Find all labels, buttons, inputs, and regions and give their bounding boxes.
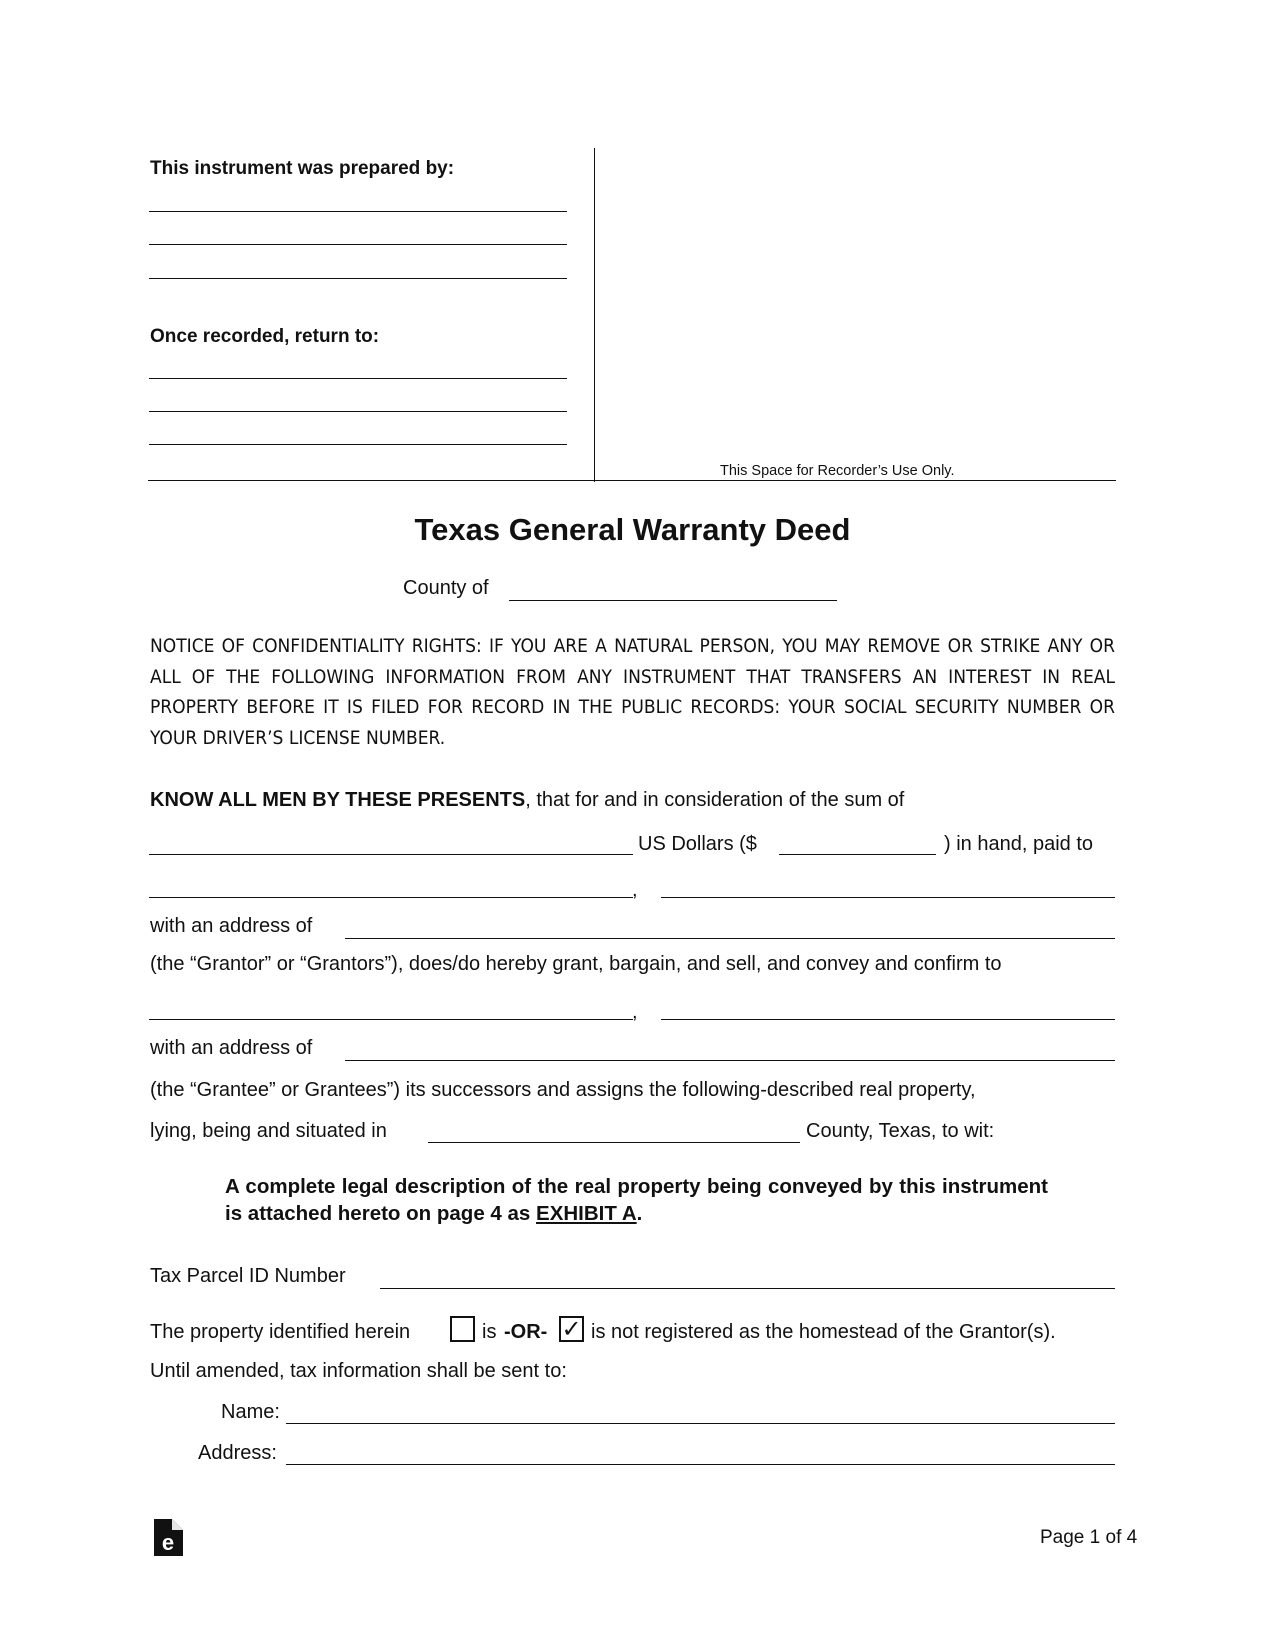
homestead-is-label: is (482, 1321, 497, 1343)
eforms-logo-icon (154, 1519, 183, 1556)
tax-address-field[interactable] (286, 1464, 1115, 1465)
recorder-label: This Space for Recorder’s Use Only. (720, 463, 955, 479)
tax-address-label: Address: (198, 1442, 277, 1464)
lying-label: lying, being and situated in (150, 1120, 387, 1142)
grantor-name-comma: , (632, 879, 638, 901)
county-label: County of (403, 577, 489, 599)
return-to-line-2[interactable] (149, 411, 567, 412)
tax-parcel-label: Tax Parcel ID Number (150, 1265, 346, 1287)
county-texas-label: County, Texas, to wit: (806, 1120, 995, 1142)
grantor-address-field[interactable] (345, 938, 1115, 939)
consideration-words-field[interactable] (149, 854, 633, 855)
in-hand-label: ) in hand, paid to (944, 833, 1093, 855)
property-county-field[interactable] (428, 1142, 800, 1143)
grantor-name-field-1[interactable] (149, 897, 633, 898)
exhibit-period: . (636, 1202, 643, 1225)
grantee-address-field[interactable] (345, 1060, 1115, 1061)
tax-name-label: Name: (221, 1401, 280, 1423)
page-number: Page 1 of 4 (1040, 1527, 1138, 1548)
header-divider (594, 148, 595, 482)
grantor-address-label: with an address of (150, 915, 313, 937)
county-field[interactable] (509, 600, 837, 601)
return-to-line-1[interactable] (149, 378, 567, 379)
know-all-men-bold: KNOW ALL MEN BY THESE PRESENTS (150, 789, 526, 811)
homestead-suffix: is not registered as the homestead of the Grantor(s). (591, 1321, 1056, 1343)
grantor-clause: (the “Grantor” or “Grantors”), does/do hereby grant, bargain, and sell, and convey and confirm to (150, 953, 1002, 975)
grantee-clause: (the “Grantee” or Grantees”) its successors and assigns the following-described real property, (150, 1079, 976, 1101)
header-bottom-rule (148, 480, 1116, 481)
tax-info-label: Until amended, tax information shall be sent to: (150, 1360, 567, 1382)
confidentiality-notice: NOTICE OF CONFIDENTIALITY RIGHTS: IF YOU ARE A NATURAL PERSON, YOU MAY REMOVE OR STRIKE ANY OR ALL OF THE FOLLOWING INFORMATION FROM ANY INSTRUMENT THAT TRANSFERS AN INTEREST IN REAL PROPERTY BEFORE IT IS FILED FOR RECORD IN THE PUBLIC RECORDS: YOUR SOCIAL SECURITY NUMBER OR YOUR DRIVER’S LICENSE NUMBER. (150, 635, 1115, 749)
homestead-prefix: The property identified herein (150, 1321, 411, 1343)
homestead-or-label: -OR- (504, 1321, 548, 1343)
grantee-name-field-1[interactable] (149, 1019, 633, 1020)
exhibit-note (225, 1173, 1048, 1227)
grantee-address-label: with an address of (150, 1037, 313, 1059)
prepared-by-line-2[interactable] (149, 244, 567, 245)
prepared-by-line-3[interactable] (149, 278, 567, 279)
grantor-name-field-2[interactable] (661, 897, 1115, 898)
grantee-name-comma: , (632, 1001, 638, 1023)
homestead-is-checkbox[interactable] (450, 1316, 475, 1342)
know-all-men-rest: , that for and in consideration of the sum of (525, 789, 905, 811)
prepared-by-label: This instrument was prepared by: (150, 158, 455, 179)
homestead-is-not-checkmark: ✓ (561, 1315, 582, 1343)
consideration-amount-field[interactable] (779, 854, 936, 855)
exhibit-a-link[interactable]: EXHIBIT A (536, 1202, 637, 1225)
know-all-men-line (150, 788, 904, 812)
tax-parcel-field[interactable] (380, 1288, 1115, 1289)
tax-name-field[interactable] (286, 1423, 1115, 1424)
document-title: Texas General Warranty Deed (414, 512, 851, 547)
return-to-line-3[interactable] (149, 444, 567, 445)
svg-text:e: e (161, 1530, 175, 1555)
homestead-is-not-checkbox[interactable] (559, 1316, 584, 1342)
exhibit-text: A complete legal description of the real property being conveyed by this instrument is attached hereto on page 4 as (225, 1175, 1048, 1225)
return-to-label: Once recorded, return to: (150, 326, 380, 347)
prepared-by-line-1[interactable] (149, 211, 567, 212)
grantee-name-field-2[interactable] (661, 1019, 1115, 1020)
us-dollars-label: US Dollars ($ (638, 833, 757, 855)
